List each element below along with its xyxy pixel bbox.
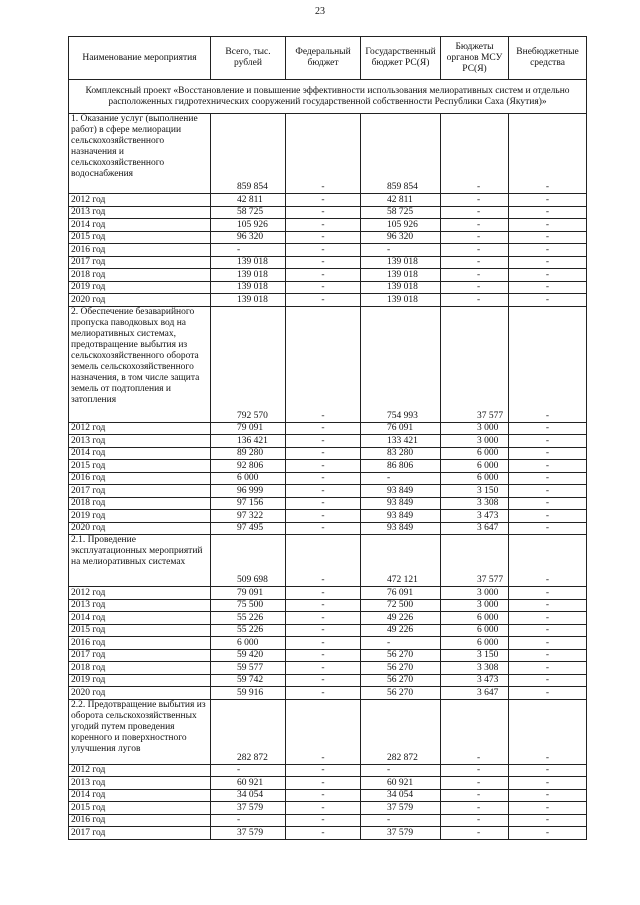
section-total-cell: - — [286, 535, 361, 587]
year-label: 2016 год — [69, 244, 211, 257]
year-row — [69, 244, 587, 257]
year-label: 2016 год — [69, 637, 211, 650]
year-row — [69, 624, 587, 637]
value-cell: 93 849 — [361, 497, 441, 510]
value-cell: - — [286, 599, 361, 612]
value-cell: - — [286, 485, 361, 498]
year-row — [69, 497, 587, 510]
value-cell: - — [441, 827, 509, 840]
section-total-cell: - — [441, 699, 509, 764]
value-cell: - — [286, 472, 361, 485]
year-label: 2013 год — [69, 435, 211, 448]
year-label: 2020 год — [69, 294, 211, 307]
value-cell: - — [441, 764, 509, 777]
value-cell: - — [509, 472, 587, 485]
value-cell: - — [509, 497, 587, 510]
value-cell: 92 806 — [211, 460, 286, 473]
value-cell: - — [509, 219, 587, 232]
value-cell: 55 226 — [211, 612, 286, 625]
section-total-cell: 859 854 — [211, 114, 286, 194]
value-cell: - — [441, 789, 509, 802]
value-cell: 136 421 — [211, 435, 286, 448]
section-title: 2. Обеспечение безаварийного пропуска паводковых вод на мелиоративных системах, предотвращение выбытия из сельскохозяйственного оборота земель сельскохозяйственного назначения, в том числе защита земель от подтопления и затопления — [69, 306, 211, 422]
year-label: 2012 год — [69, 422, 211, 435]
value-cell: - — [286, 827, 361, 840]
year-row — [69, 281, 587, 294]
value-cell: 139 018 — [211, 256, 286, 269]
value-cell: 72 500 — [361, 599, 441, 612]
value-cell: - — [286, 662, 361, 675]
value-cell: - — [509, 244, 587, 257]
section-header-row — [69, 306, 587, 422]
year-row — [69, 522, 587, 535]
value-cell: 76 091 — [361, 422, 441, 435]
year-label: 2017 год — [69, 649, 211, 662]
year-row — [69, 637, 587, 650]
value-cell: 3 647 — [441, 687, 509, 700]
value-cell: - — [361, 637, 441, 650]
value-cell: - — [441, 194, 509, 207]
year-label: 2013 год — [69, 599, 211, 612]
year-label: 2015 год — [69, 231, 211, 244]
section-header-row — [69, 114, 587, 194]
value-cell: - — [509, 789, 587, 802]
value-cell: 76 091 — [361, 587, 441, 600]
year-row — [69, 587, 587, 600]
year-row — [69, 789, 587, 802]
value-cell: 3 308 — [441, 662, 509, 675]
value-cell: 86 806 — [361, 460, 441, 473]
year-label: 2012 год — [69, 764, 211, 777]
value-cell: - — [509, 764, 587, 777]
value-cell: - — [361, 814, 441, 827]
value-cell: 59 420 — [211, 649, 286, 662]
value-cell: - — [509, 281, 587, 294]
value-cell: 139 018 — [361, 256, 441, 269]
col-header-total: Всего, тыс. рублей — [211, 37, 286, 80]
value-cell: 37 579 — [361, 827, 441, 840]
value-cell: 60 921 — [211, 777, 286, 790]
section-total-cell: 472 121 — [361, 535, 441, 587]
section-total-cell: - — [286, 306, 361, 422]
value-cell: - — [286, 231, 361, 244]
value-cell: 3 150 — [441, 649, 509, 662]
value-cell: 93 849 — [361, 510, 441, 523]
page-number: 23 — [315, 6, 325, 17]
value-cell: 58 725 — [211, 206, 286, 219]
year-label: 2015 год — [69, 802, 211, 815]
section-total-cell: 509 698 — [211, 535, 286, 587]
value-cell: 6 000 — [211, 637, 286, 650]
value-cell: - — [509, 460, 587, 473]
value-cell: 133 421 — [361, 435, 441, 448]
value-cell: - — [509, 294, 587, 307]
value-cell: - — [509, 485, 587, 498]
year-row — [69, 662, 587, 675]
value-cell: - — [509, 269, 587, 282]
year-label: 2016 год — [69, 814, 211, 827]
year-row — [69, 510, 587, 523]
value-cell: 59 577 — [211, 662, 286, 675]
section-total-cell: 792 570 — [211, 306, 286, 422]
value-cell: 139 018 — [211, 281, 286, 294]
section-total-cell: - — [509, 114, 587, 194]
value-cell: - — [286, 422, 361, 435]
year-label: 2012 год — [69, 194, 211, 207]
value-cell: 3 473 — [441, 510, 509, 523]
year-label: 2018 год — [69, 497, 211, 510]
value-cell: - — [286, 281, 361, 294]
year-label: 2016 год — [69, 472, 211, 485]
value-cell: 3 150 — [441, 485, 509, 498]
project-title-row — [69, 80, 587, 114]
year-label: 2020 год — [69, 687, 211, 700]
value-cell: 89 280 — [211, 447, 286, 460]
value-cell: 56 270 — [361, 649, 441, 662]
value-cell: - — [509, 587, 587, 600]
year-label: 2017 год — [69, 256, 211, 269]
value-cell: - — [286, 777, 361, 790]
value-cell: 105 926 — [211, 219, 286, 232]
project-title: Комплексный проект «Восстановление и повышение эффективности использования мелиоративных систем и отдельно расположенных гидротехнических сооружений государственной собственности Республики Саха (Якутия)» — [69, 80, 587, 114]
value-cell: - — [509, 522, 587, 535]
year-row — [69, 764, 587, 777]
year-row — [69, 687, 587, 700]
value-cell: 3 000 — [441, 587, 509, 600]
value-cell: 34 054 — [361, 789, 441, 802]
value-cell: - — [509, 687, 587, 700]
value-cell: - — [361, 472, 441, 485]
value-cell: - — [286, 612, 361, 625]
value-cell: - — [509, 447, 587, 460]
col-header-state: Государственный бюджет РС(Я) — [361, 37, 441, 80]
value-cell: - — [286, 814, 361, 827]
value-cell: - — [509, 422, 587, 435]
year-row — [69, 256, 587, 269]
year-label: 2014 год — [69, 789, 211, 802]
value-cell: 3 473 — [441, 674, 509, 687]
value-cell: - — [509, 256, 587, 269]
section-total-cell: - — [441, 114, 509, 194]
year-row — [69, 649, 587, 662]
section-total-cell: 859 854 — [361, 114, 441, 194]
value-cell: - — [361, 244, 441, 257]
year-row — [69, 485, 587, 498]
value-cell: 6 000 — [441, 447, 509, 460]
value-cell: - — [509, 814, 587, 827]
value-cell: - — [286, 637, 361, 650]
section-total-cell: - — [286, 114, 361, 194]
section-total-cell: - — [509, 535, 587, 587]
value-cell: 139 018 — [211, 294, 286, 307]
year-row — [69, 472, 587, 485]
value-cell: 58 725 — [361, 206, 441, 219]
value-cell: 60 921 — [361, 777, 441, 790]
year-label: 2015 год — [69, 624, 211, 637]
value-cell: - — [509, 802, 587, 815]
value-cell: 139 018 — [361, 269, 441, 282]
value-cell: - — [286, 522, 361, 535]
value-cell: - — [441, 219, 509, 232]
value-cell: 49 226 — [361, 624, 441, 637]
value-cell: - — [286, 460, 361, 473]
value-cell: 37 579 — [211, 827, 286, 840]
year-label: 2019 год — [69, 674, 211, 687]
value-cell: - — [509, 599, 587, 612]
value-cell: - — [441, 802, 509, 815]
year-row — [69, 777, 587, 790]
year-row — [69, 269, 587, 282]
year-label: 2017 год — [69, 827, 211, 840]
year-row — [69, 422, 587, 435]
value-cell: 3 000 — [441, 599, 509, 612]
value-cell: - — [441, 777, 509, 790]
value-cell: - — [509, 624, 587, 637]
value-cell: - — [286, 587, 361, 600]
value-cell: - — [509, 206, 587, 219]
year-row — [69, 827, 587, 840]
value-cell: - — [286, 194, 361, 207]
value-cell: - — [441, 231, 509, 244]
year-label: 2014 год — [69, 447, 211, 460]
value-cell: - — [286, 219, 361, 232]
value-cell: 139 018 — [361, 281, 441, 294]
year-row — [69, 447, 587, 460]
section-total-cell: - — [509, 306, 587, 422]
value-cell: - — [286, 269, 361, 282]
value-cell: 6 000 — [441, 472, 509, 485]
year-label: 2014 год — [69, 612, 211, 625]
value-cell: - — [441, 256, 509, 269]
section-total-cell: 37 577 — [441, 306, 509, 422]
value-cell: 6 000 — [441, 637, 509, 650]
value-cell: 6 000 — [441, 624, 509, 637]
value-cell: - — [361, 764, 441, 777]
section-title: 2.2. Предотвращение выбытия из оборота сельскохозяйственных угодий путем проведения коренного и поверхностного улучшения лугов — [69, 699, 211, 764]
section-total-cell: 754 993 — [361, 306, 441, 422]
year-row — [69, 219, 587, 232]
value-cell: 42 811 — [211, 194, 286, 207]
value-cell: 93 849 — [361, 485, 441, 498]
value-cell: - — [441, 206, 509, 219]
header-row — [69, 37, 587, 80]
value-cell: 79 091 — [211, 422, 286, 435]
value-cell: 56 270 — [361, 674, 441, 687]
value-cell: - — [286, 435, 361, 448]
col-header-name: Наименование мероприятия — [69, 37, 211, 80]
value-cell: 93 849 — [361, 522, 441, 535]
value-cell: - — [509, 194, 587, 207]
value-cell: - — [286, 294, 361, 307]
year-label: 2015 год — [69, 460, 211, 473]
year-label: 2017 год — [69, 485, 211, 498]
year-row — [69, 802, 587, 815]
value-cell: 97 495 — [211, 522, 286, 535]
value-cell: - — [286, 244, 361, 257]
budget-table — [68, 36, 587, 840]
value-cell: 55 226 — [211, 624, 286, 637]
value-cell: 49 226 — [361, 612, 441, 625]
value-cell: 56 270 — [361, 662, 441, 675]
value-cell: 96 999 — [211, 485, 286, 498]
year-row — [69, 674, 587, 687]
value-cell: - — [211, 814, 286, 827]
value-cell: - — [286, 802, 361, 815]
value-cell: - — [441, 244, 509, 257]
value-cell: - — [441, 294, 509, 307]
section-total-cell: 282 872 — [211, 699, 286, 764]
year-label: 2019 год — [69, 510, 211, 523]
value-cell: - — [286, 497, 361, 510]
value-cell: - — [211, 244, 286, 257]
col-header-federal: Федеральный бюджет — [286, 37, 361, 80]
value-cell: 37 579 — [211, 802, 286, 815]
year-row — [69, 612, 587, 625]
year-label: 2012 год — [69, 587, 211, 600]
value-cell: - — [509, 662, 587, 675]
col-header-extrabudget: Внебюджетные средства — [509, 37, 587, 80]
value-cell: 139 018 — [211, 269, 286, 282]
year-label: 2013 год — [69, 777, 211, 790]
value-cell: - — [286, 649, 361, 662]
value-cell: - — [509, 637, 587, 650]
section-total-cell: 282 872 — [361, 699, 441, 764]
value-cell: 97 322 — [211, 510, 286, 523]
col-header-municipal: Бюджеты органов МСУ РС(Я) — [441, 37, 509, 80]
value-cell: 37 579 — [361, 802, 441, 815]
value-cell: - — [441, 281, 509, 294]
value-cell: - — [509, 510, 587, 523]
section-title: 2.1. Проведение эксплуатационных мероприятий на мелиоративных системах — [69, 535, 211, 587]
value-cell: - — [286, 764, 361, 777]
value-cell: 6 000 — [211, 472, 286, 485]
year-row — [69, 194, 587, 207]
section-total-cell: 37 577 — [441, 535, 509, 587]
year-row — [69, 206, 587, 219]
value-cell: 75 500 — [211, 599, 286, 612]
value-cell: - — [509, 612, 587, 625]
value-cell: - — [286, 624, 361, 637]
value-cell: 34 054 — [211, 789, 286, 802]
section-header-row — [69, 699, 587, 764]
value-cell: - — [286, 256, 361, 269]
value-cell: - — [441, 814, 509, 827]
year-row — [69, 599, 587, 612]
value-cell: 79 091 — [211, 587, 286, 600]
value-cell: 6 000 — [441, 612, 509, 625]
value-cell: 42 811 — [361, 194, 441, 207]
value-cell: - — [286, 447, 361, 460]
year-label: 2014 год — [69, 219, 211, 232]
year-row — [69, 294, 587, 307]
year-label: 2018 год — [69, 269, 211, 282]
value-cell: - — [286, 510, 361, 523]
year-row — [69, 231, 587, 244]
value-cell: 3 308 — [441, 497, 509, 510]
year-label: 2020 год — [69, 522, 211, 535]
year-label: 2018 год — [69, 662, 211, 675]
value-cell: 3 000 — [441, 435, 509, 448]
year-row — [69, 814, 587, 827]
value-cell: - — [286, 206, 361, 219]
value-cell: - — [509, 674, 587, 687]
value-cell: - — [509, 827, 587, 840]
year-row — [69, 460, 587, 473]
value-cell: 96 320 — [211, 231, 286, 244]
value-cell: - — [441, 269, 509, 282]
value-cell: 139 018 — [361, 294, 441, 307]
value-cell: 83 280 — [361, 447, 441, 460]
value-cell: - — [286, 789, 361, 802]
value-cell: - — [286, 687, 361, 700]
value-cell: 59 916 — [211, 687, 286, 700]
value-cell: - — [509, 435, 587, 448]
value-cell: - — [286, 674, 361, 687]
section-header-row — [69, 535, 587, 587]
value-cell: - — [509, 777, 587, 790]
year-label: 2019 год — [69, 281, 211, 294]
value-cell: 3 000 — [441, 422, 509, 435]
value-cell: 56 270 — [361, 687, 441, 700]
value-cell: - — [509, 649, 587, 662]
value-cell: 59 742 — [211, 674, 286, 687]
section-total-cell: - — [286, 699, 361, 764]
value-cell: 105 926 — [361, 219, 441, 232]
year-label: 2013 год — [69, 206, 211, 219]
value-cell: 6 000 — [441, 460, 509, 473]
value-cell: 96 320 — [361, 231, 441, 244]
value-cell: 97 156 — [211, 497, 286, 510]
section-total-cell: - — [509, 699, 587, 764]
value-cell: - — [211, 764, 286, 777]
section-title: 1. Оказание услуг (выполнение работ) в сфере мелиорации сельскохозяйственного назначения и сельскохозяйственного водоснабжения — [69, 114, 211, 194]
value-cell: 3 647 — [441, 522, 509, 535]
value-cell: - — [509, 231, 587, 244]
year-row — [69, 435, 587, 448]
